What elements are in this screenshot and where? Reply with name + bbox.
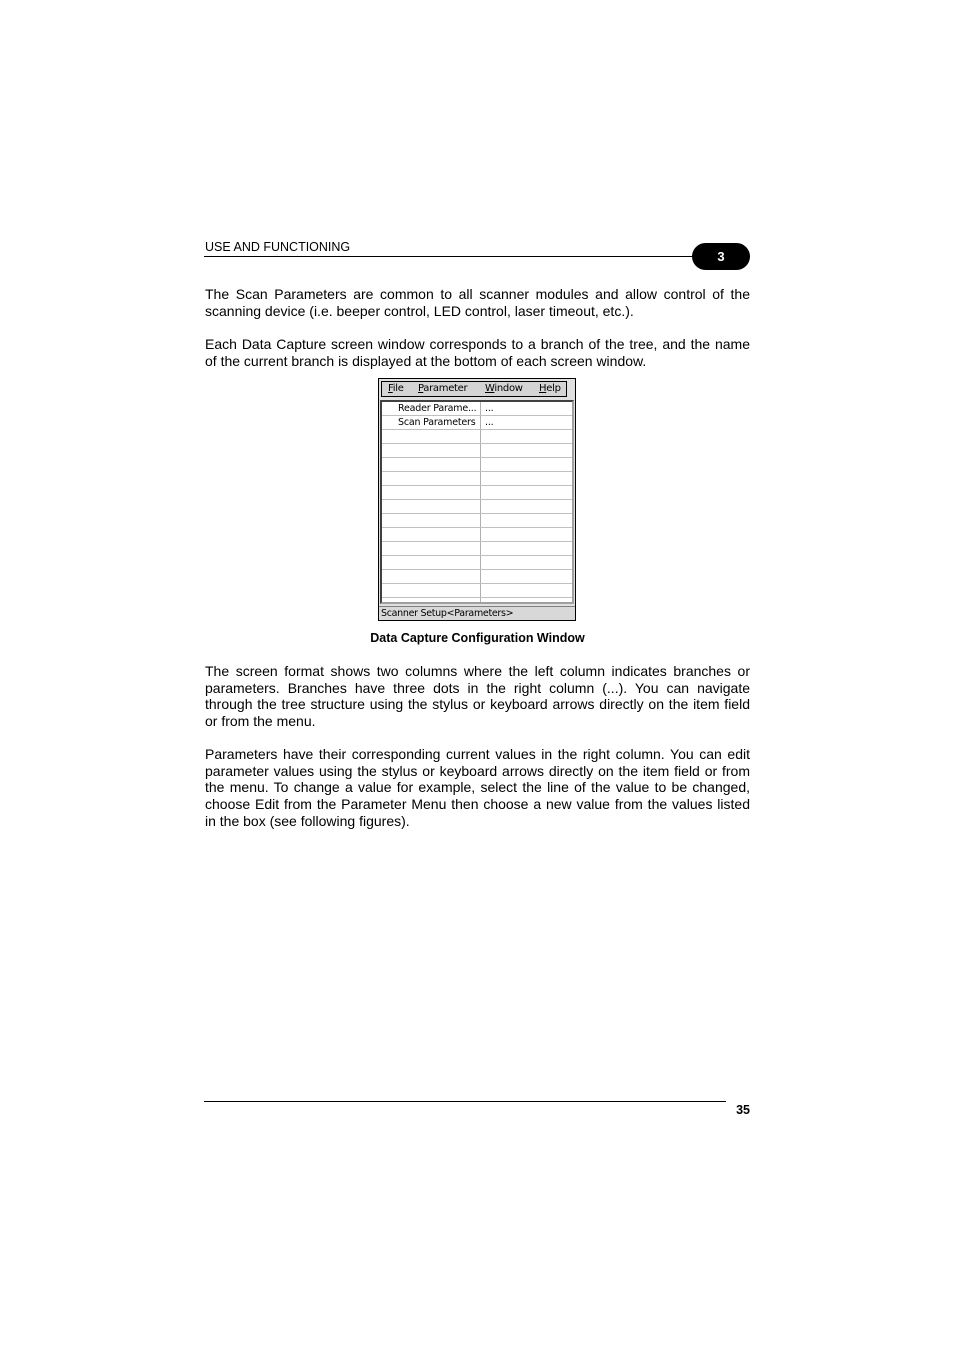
page-number: 35: [736, 1103, 750, 1117]
menu-bar: [381, 381, 567, 397]
figure-caption: Data Capture Configuration Window: [370, 631, 585, 645]
tree-grid: [382, 402, 572, 602]
parameter-tree[interactable]: [380, 400, 574, 604]
menu-parameter[interactable]: [418, 383, 467, 394]
menu-help[interactable]: [539, 383, 561, 394]
section-header: USE AND FUNCTIONING: [205, 240, 351, 254]
paragraph-scan-parameters: The Scan Parameters are common to all scanner modules and allow control of the scanning device (i.e. beeper control, LED control, laser timeout, etc.).: [205, 286, 750, 319]
paragraph-data-capture-window: Each Data Capture screen window corresponds to a branch of the tree, and the name of the current branch is displayed at the bottom of each screen window.: [205, 336, 750, 369]
menu-parameter-label: arameter: [423, 383, 468, 394]
footer-divider: [204, 1101, 726, 1102]
chapter-badge: 3: [692, 243, 750, 270]
tree-row-name[interactable]: Scan Parameters: [398, 417, 476, 428]
tree-row-value[interactable]: ...: [485, 403, 494, 414]
menu-parameter-accel: P: [418, 383, 424, 394]
menu-file[interactable]: [388, 383, 404, 394]
menu-file-accel: F: [388, 383, 393, 394]
menu-help-accel: H: [539, 383, 547, 394]
paragraph-edit-values: Parameters have their corresponding current values in the right column. You can edit parameter values using the stylus or keyboard arrows directly on the item field or from the menu. To change a value for example, select the line of the value to be changed, choose Edit from the Parameter Menu then choose a new value from the values listed in the box (see following figures).: [205, 746, 750, 829]
status-bar: Scanner Setup<Parameters>: [379, 606, 575, 620]
menu-window-label: indow: [494, 383, 523, 394]
header-divider: [204, 256, 700, 257]
menu-help-label: elp: [546, 383, 561, 394]
menu-file-label: ile: [392, 383, 404, 394]
menu-window[interactable]: [485, 383, 523, 394]
paragraph-screen-format: The screen format shows two columns where the left column indicates branches or parameters. Branches have three dots in the right column (...). You can navigate through the tree structure using the stylus or keyboard arrows directly on the item field or from the menu.: [205, 663, 750, 730]
tree-row-value[interactable]: ...: [485, 417, 494, 428]
tree-row-name[interactable]: Reader Parame...: [398, 403, 477, 414]
data-capture-window: [378, 378, 576, 621]
menu-window-accel: W: [485, 383, 495, 394]
